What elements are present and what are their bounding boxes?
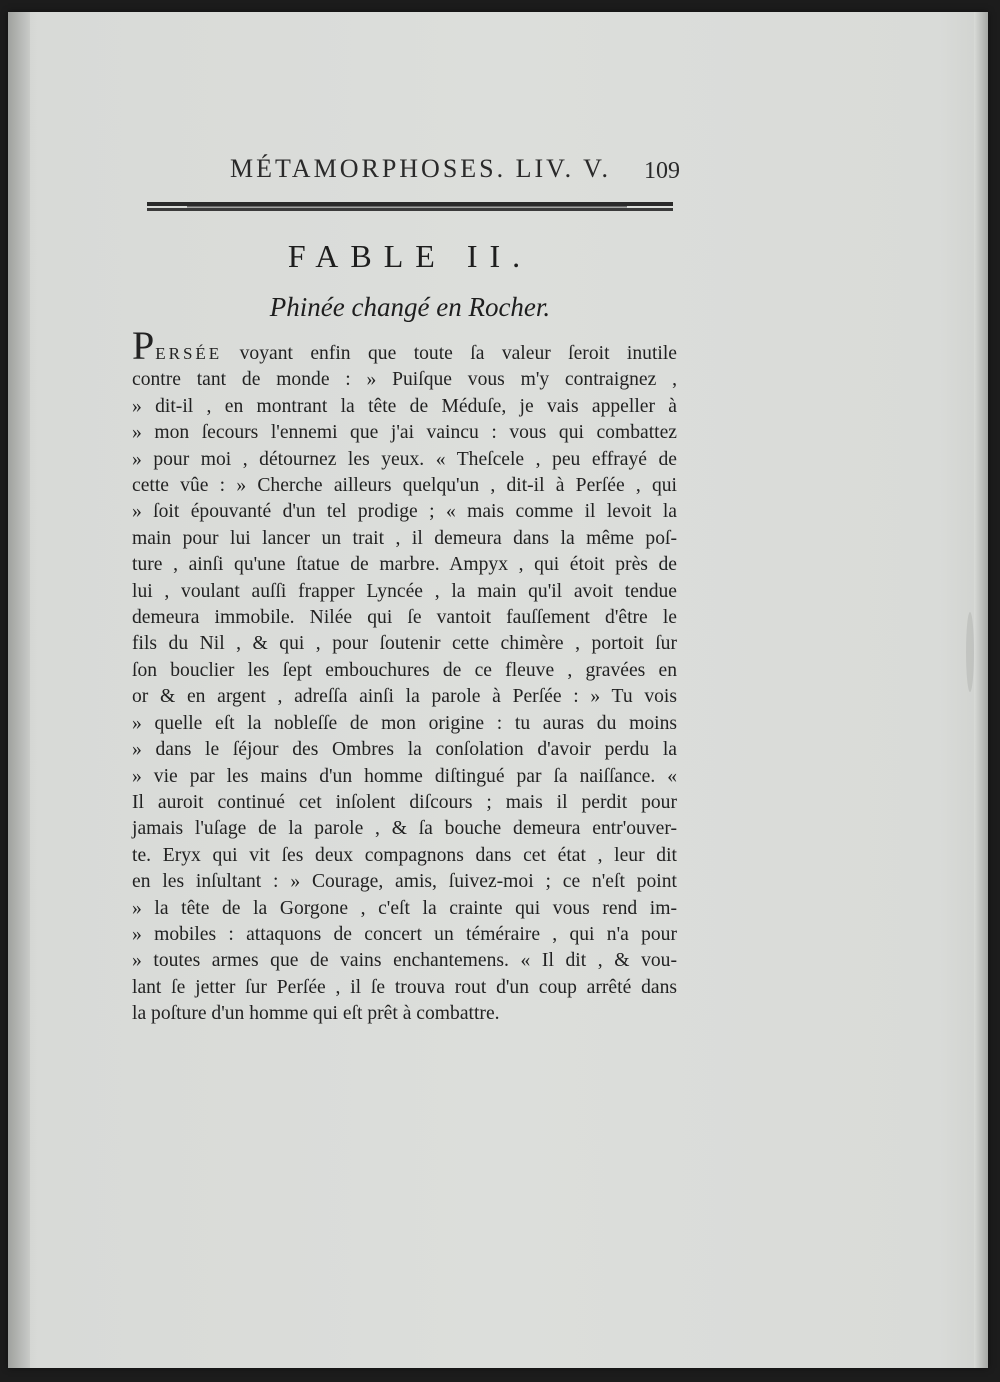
text-line: » quelle eſt la nobleſſe de mon origine : tu auras du moins — [132, 712, 677, 734]
page-gutter — [8, 12, 30, 1368]
text-line: » ſoit épouvanté d'un tel prodige ; « mais comme il levoit la — [132, 501, 677, 523]
text-line: or & en argent , adreſſa ainſi la parole à Perſée : » Tu vois — [132, 686, 677, 708]
text-line: en les inſultant : » Courage, amis, ſuivez-moi ; ce n'eſt point — [132, 871, 677, 893]
text-line: » la tête de la Gorgone , c'eſt la crainte qui vous rend im- — [132, 897, 677, 919]
text-line: contre tant de monde : » Puiſque vous m'y contraignez , — [132, 369, 677, 391]
running-head — [220, 150, 680, 190]
first-line-text: voyant enfin que toute ſa valeur ſeroit inutile — [222, 343, 677, 364]
first-line — [132, 323, 677, 368]
text-line: demeura immobile. Nilée qui ſe vantoit fauſſement d'être le — [132, 607, 677, 629]
text-line: ture , ainſi qu'une ſtatue de marbre. Ampyx , qui étoit près de — [132, 554, 677, 576]
text-line: lant ſe jetter ſur Perſée , il ſe trouva rout d'un coup arrêté dans — [132, 976, 677, 998]
text-line: fils du Nil , & qui , pour ſoutenir cette chimère , portoit ſur — [132, 633, 677, 655]
text-line: jamais l'uſage de la parole , & ſa bouche demeura entr'ouver- — [132, 818, 677, 840]
fable-number: FABLE II. — [287, 238, 533, 274]
text-line: » vie par les mains d'un homme diſtingué par ſa naiſſance. « — [132, 765, 677, 787]
fable-subtitle: Phinée changé en Rocher. — [269, 292, 551, 322]
text-line: la poſture d'un homme qui eſt prêt à combattre. — [132, 1003, 500, 1025]
paper-fold-shadow — [966, 612, 974, 692]
text-line: Il auroit continué cet inſolent diſcours ; mais il perdit pour — [132, 791, 677, 813]
page-number: 109 — [644, 158, 680, 184]
body-text — [132, 323, 677, 1028]
text-line: lui , voulant auſſi frapper Lyncée , la main qu'il avoit tendue — [132, 580, 677, 602]
text-line: » dit-il , en montrant la tête de Méduſe, je vais appeller à — [132, 395, 677, 417]
page-edge — [974, 12, 988, 1368]
text-line: » toutes armes que de vains enchantemens. « Il dit , & vou- — [132, 950, 677, 972]
running-title: MÉTAMORPHOSES. LIV. V. — [230, 154, 612, 183]
text-line: te. Eryx qui vit ſes deux compagnons dans cet état , leur dit — [132, 844, 677, 866]
text-line: » mon ſecours l'ennemi que j'ai vaincu : vous qui combattez — [132, 422, 677, 444]
text-line: » pour moi , détournez les yeux. « Theſcele , peu effrayé de — [132, 448, 677, 470]
first-word-smallcaps: ERSÉE — [155, 344, 223, 363]
text-line: main pour lui lancer un trait , il demeura dans la même poſ- — [132, 527, 677, 549]
header-ornamental-rule — [147, 200, 673, 214]
text-line: » dans le ſéjour des Ombres la conſolation d'avoir perdu la — [132, 739, 677, 761]
text-line: ſon bouclier les ſept embouchures de ce fleuve , gravées en — [132, 659, 677, 681]
text-line: cette vûe : » Cherche ailleurs quelqu'un , dit-il à Perſée , qui — [132, 475, 677, 497]
text-line: » mobiles : attaquons de concert un téméraire , qui n'a pour — [132, 923, 677, 945]
drop-cap: P — [132, 323, 156, 368]
